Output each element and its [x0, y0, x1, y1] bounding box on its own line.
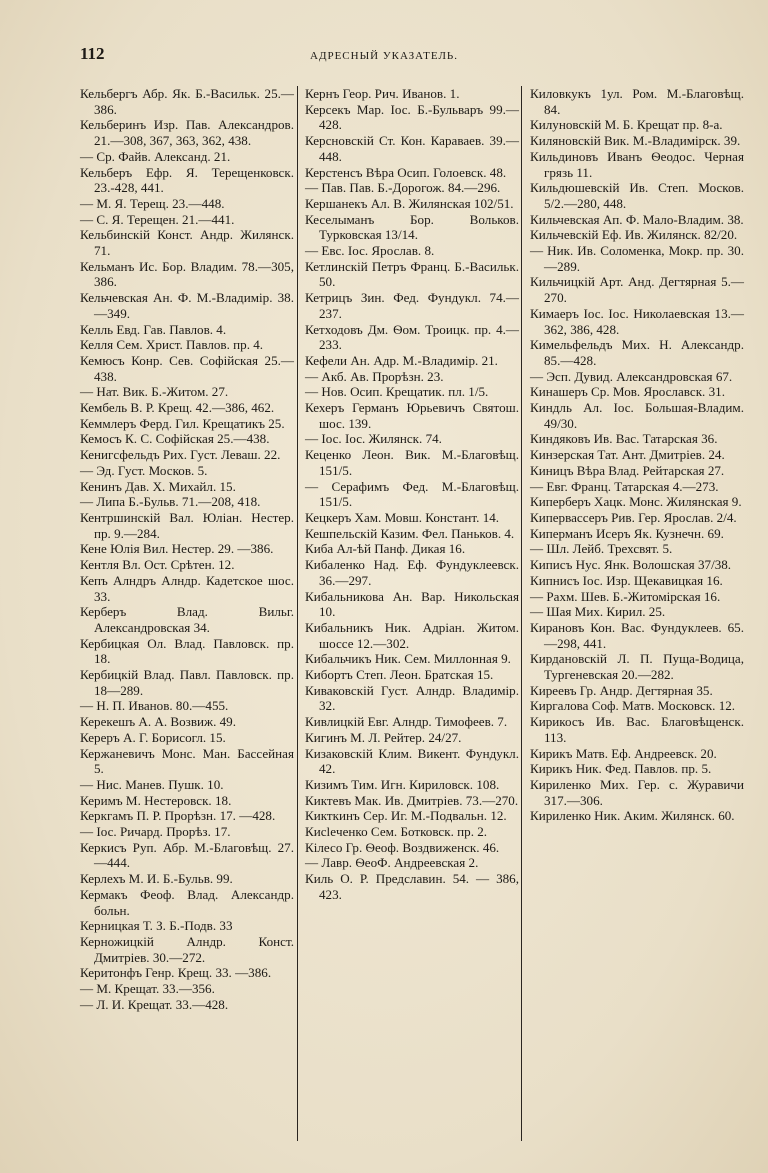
- directory-entry: Кемосъ К. С. Софійская 25.—438.: [80, 431, 270, 447]
- directory-entry: Кілесо Гр. Ѳеоф. Воздвиженск. 46.: [305, 839, 500, 855]
- directory-entry: — Лавр. ѲеоФ. Андреевская 2.: [305, 855, 479, 871]
- directory-entry: Кивлицкій Евг. Алндр. Тимофеев. 7.: [305, 714, 508, 730]
- directory-entry: Кириленко Мих. Гер. с. Журавичи 317.—306.: [530, 776, 744, 808]
- directory-entry: Кеммлеръ Ферд. Гил. Крещатикъ 25.: [80, 415, 285, 431]
- directory-entry: Кинзерская Тат. Ант. Дмитріев. 24.: [530, 447, 725, 463]
- directory-entry: Кельчевская Ан. Ф. М.-Владимір. 38.—349.: [80, 290, 294, 321]
- directory-entry: Киба Ал-ѣй Панф. Дикая 16.: [305, 541, 466, 557]
- directory-entry: Кильдюшевскій Ив. Степ. Москов. 5/2.—280, 448.: [530, 180, 744, 211]
- directory-entry: — Серафимъ Фед. М.-Благовѣщ. 151/5.: [305, 478, 519, 510]
- directory-entry: — Н. П. Иванов. 80.—455.: [80, 698, 229, 714]
- column-3: [530, 86, 744, 824]
- directory-entry: Кипнисъ Іос. Изр. Щекавицкая 16.: [530, 572, 723, 588]
- directory-entry: Кеценко Леон. Вик. М.-Благовѣщ. 151/5.: [305, 447, 519, 478]
- directory-entry: Кириленко Ник. Аким. Жилянск. 60.: [530, 808, 735, 824]
- directory-entry: Кешпельскій Казим. Фел. Паньков. 4.: [305, 525, 515, 541]
- directory-entry: Керсекъ Мар. Іос. Б.-Бульваръ 99.—428.: [305, 101, 519, 133]
- directory-entry: Керножицкій Алндр. Конст. Дмитріев. 30.—272.: [80, 933, 294, 965]
- directory-entry: — Евг. Франц. Татарская 4.—273.: [530, 478, 719, 494]
- directory-entry: Кибальникова Ан. Вар. Никольская 10.: [305, 588, 519, 620]
- directory-entry: Кипервассеръ Рив. Гер. Ярослав. 2/4.: [530, 509, 737, 525]
- directory-entry: — Нат. Вик. Б.-Житом. 27.: [80, 384, 229, 400]
- directory-entry: Керекешъ А. А. Возвиж. 49.: [80, 714, 236, 730]
- directory-entry: — Шл. Лейб. Трехсвят. 5.: [530, 541, 673, 557]
- directory-entry: Кильчевская Ап. Ф. Мало-Владим. 38.: [530, 211, 744, 227]
- directory-entry: Киль О. Р. Предславин. 54. — 386, 423.: [305, 871, 519, 902]
- directory-entry: Киляновскій Вик. М.-Владимірск. 39.: [530, 133, 741, 149]
- directory-entry: Кермакъ Феоф. Влад. Александр. больн.: [80, 886, 294, 918]
- directory-entry: Керстенсъ Вѣра Осип. Голоевск. 48.: [305, 164, 507, 180]
- directory-entry: — Шая Мих. Кирил. 25.: [530, 604, 666, 620]
- directory-entry: Кенинъ Дав. Х. Михайл. 15.: [80, 478, 236, 494]
- directory-entry: Киндль Ал. Іос. Большая-Владим. 49/30.: [530, 400, 744, 431]
- directory-entry: — Ник. Ив. Соломенка, Мокр. пр. 30.—289.: [530, 243, 744, 274]
- directory-entry: Кельманъ Ис. Бор. Владим. 78.—305, 386.: [80, 258, 294, 290]
- column-2: [305, 86, 519, 903]
- directory-entry: Кецкеръ Хам. Мовш. Констант. 14.: [305, 509, 500, 525]
- directory-entry: Кене Юлія Вил. Нестер. 29. —386.: [80, 541, 274, 557]
- directory-entry: Кирановъ Кон. Вас. Фундуклеев. 65.—298, 441.: [530, 619, 744, 651]
- directory-entry: Керимъ М. Нестеровск. 18.: [80, 792, 232, 808]
- column-rule: [297, 86, 298, 1141]
- directory-entry: Киписъ Нус. Янк. Волошская 37/38.: [530, 557, 732, 573]
- directory-entry: Киницъ Вѣра Влад. Рейтарская 27.: [530, 462, 725, 478]
- directory-entry: Кельбергъ Абр. Як. Б.-Васильк. 25.—386.: [80, 86, 294, 117]
- directory-entry: Киктевъ Мак. Ив. Дмитріев. 73.—270.: [305, 792, 519, 808]
- directory-entry: — Ср. Файв. Александ. 21.: [80, 148, 231, 164]
- directory-entry: Кенигсфельдъ Рих. Густ. Леваш. 22.: [80, 447, 281, 463]
- directory-entry: Кетлинскій Петръ Франц. Б.-Васильк. 50.: [305, 258, 519, 290]
- directory-entry: Кирикосъ Ив. Вас. Благовѣщенск. 113.: [530, 714, 744, 745]
- directory-entry: Керницкая Т. З. Б.-Подв. 33: [80, 918, 233, 934]
- directory-entry: Кельбинскій Конст. Андр. Жилянск. 71.: [80, 227, 294, 259]
- directory-entry: Киперберъ Хацк. Монс. Жилянская 9.: [530, 494, 742, 510]
- directory-entry: Керитонфъ Генр. Крещ. 33. —386.: [80, 965, 272, 981]
- directory-entry: Кирдановскій Л. П. Пуща-Водица, Тургеневская 20.—282.: [530, 651, 744, 683]
- directory-entry: — Нов. Осип. Крещатик. пл. 1/5.: [305, 384, 489, 400]
- directory-entry: Керлехъ М. И. Б.-Бульв. 99.: [80, 871, 233, 887]
- directory-entry: Кернъ Геор. Рич. Иванов. 1.: [305, 86, 460, 101]
- directory-entry: Кербицкій Влад. Павл. Павловск. пр. 18—289.: [80, 667, 294, 698]
- directory-entry: Кепъ Алндръ Алндр. Кадетское шос. 33.: [80, 572, 294, 604]
- directory-entry: — Эсп. Дувид. Александровская 67.: [530, 368, 733, 384]
- directory-entry: — С. Я. Терещен. 21.—441.: [80, 211, 235, 227]
- directory-entry: Келль Евд. Гав. Павлов. 4.: [80, 321, 227, 337]
- directory-entry: Кефели Ан. Адр. М.-Владимір. 21.: [305, 352, 498, 368]
- directory-entry: Кельберинъ Изр. Пав. Александров. 21.—308, 367, 363, 362, 438.: [80, 117, 294, 149]
- column-rule: [521, 86, 522, 1141]
- directory-entry: — Іос. Іос. Жилянск. 74.: [305, 431, 442, 447]
- directory-entry: Кибальчикъ Ник. Сем. Миллонная 9.: [305, 651, 511, 667]
- directory-entry: — Рахм. Шев. Б.-Житомірская 16.: [530, 588, 721, 604]
- directory-entry: Кирикъ Ник. Фед. Павлов. пр. 5.: [530, 761, 712, 777]
- directory-entry: Кильчевскій Еф. Ив. Жилянск. 82/20.: [530, 227, 738, 243]
- directory-entry: Кереръ А. Г. Борисогл. 15.: [80, 729, 226, 745]
- directory-entry: Кибортъ Степ. Леон. Братская 15.: [305, 667, 494, 683]
- column-1: [80, 86, 294, 1012]
- directory-entry: Кемюсъ Конр. Сев. Софійская 25.—438.: [80, 352, 294, 384]
- directory-entry: — Эд. Густ. Москов. 5.: [80, 462, 208, 478]
- directory-entry: — Акб. Ав. Прорѣзн. 23.: [305, 368, 444, 384]
- directory-entry: Кибаленко Над. Еф. Фундуклеевск. 36.—297.: [305, 557, 519, 588]
- directory-entry: — Липа Б.-Бульв. 71.—208, 418.: [80, 494, 261, 510]
- directory-entry: — М. Я. Терещ. 23.—448.: [80, 195, 225, 211]
- directory-entry: Келля Сем. Христ. Павлов. пр. 4.: [80, 337, 264, 353]
- directory-entry: Кержаневичъ Монс. Ман. Бассейная 5.: [80, 745, 294, 777]
- page-number: 112: [80, 44, 105, 63]
- directory-entry: Керкгамъ П. Р. Прорѣзн. 17. —428.: [80, 808, 276, 824]
- directory-entry: Кильдиновъ Иванъ Ѳеодос. Черная грязь 11.: [530, 148, 744, 180]
- directory-entry: — Евс. Іос. Ярослав. 8.: [305, 243, 435, 259]
- directory-entry: Кинашеръ Ср. Мов. Ярославск. 31.: [530, 384, 725, 400]
- directory-entry: Кирикъ Матв. Еф. Андреевск. 20.: [530, 745, 717, 761]
- directory-entry: Кильчицкій Арт. Анд. Дегтярная 5.—270.: [530, 274, 744, 306]
- directory-entry: — Нис. Манев. Пушк. 10.: [80, 776, 224, 792]
- directory-entry: Кельберъ Ефр. Я. Терещенковск. 23.-428, 441.: [80, 164, 294, 196]
- directory-entry: Киловкукъ 1ул. Ром. М.-Благовѣщ. 84.: [530, 86, 744, 117]
- directory-entry: Кигинъ М. Л. Рейтер. 24/27.: [305, 729, 462, 745]
- directory-entry: Кембель В. Р. Крещ. 42.—386, 462.: [80, 400, 275, 416]
- directory-entry: Кетходовъ Дм. Ѳом. Троицк. пр. 4.—233.: [305, 321, 519, 353]
- directory-entry: — Пав. Пав. Б.-Дорогож. 84.—296.: [305, 180, 501, 196]
- directory-entry: Кершанекъ Ал. В. Жилянская 102/51.: [305, 195, 514, 211]
- directory-entry: Кизимъ Тим. Игн. Кириловск. 108.: [305, 776, 500, 792]
- running-head: АДРЕСНЫЙ УКАЗАТЕЛЬ.: [310, 50, 458, 62]
- directory-entry: — Л. И. Крещат. 33.—428.: [80, 996, 229, 1012]
- directory-entry: Кехеръ Германъ Юрьевичъ Святош. шос. 139.: [305, 400, 519, 431]
- directory-entry: Килуновскій М. Б. Крещат пр. 8-а.: [530, 117, 723, 133]
- directory-entry: — М. Крещат. 33.—356.: [80, 981, 215, 997]
- directory-entry: Кибальникъ Ник. Адріан. Житом. шоссе 12.—302.: [305, 619, 519, 651]
- directory-entry: Кербицкая Ол. Влад. Павловск. пр. 18.: [80, 635, 294, 667]
- directory-entry: Керсновскій Ст. Кон. Караваев. 39.—448.: [305, 133, 519, 164]
- directory-entry: Керберъ Влад. Вильг. Александровская 34.: [80, 604, 294, 635]
- directory-entry: Киндяковъ Ив. Вас. Татарская 36.: [530, 431, 718, 447]
- directory-entry: Керкисъ Руп. Абр. М.-Благовѣщ. 27.—444.: [80, 839, 294, 871]
- directory-entry: Киперманъ Исеръ Як. Кузнечн. 69.: [530, 525, 724, 541]
- directory-entry: Кентля Вл. Ост. Срѣтен. 12.: [80, 557, 235, 573]
- directory-entry: Кеселыманъ Бор. Вольков. Турковская 13/14.: [305, 211, 519, 243]
- directory-entry: Кисleченко Сем. Ботковск. пр. 2.: [305, 824, 488, 840]
- directory-entry: Кимельфельдъ Мих. Н. Александр. 85.—428.: [530, 337, 744, 368]
- directory-entry: Киреевъ Гр. Андр. Дегтярная 35.: [530, 682, 713, 698]
- directory-entry: Кикткинъ Сер. Иг. М.-Подвальн. 12.: [305, 808, 507, 824]
- directory-entry: Кетрицъ Зин. Фед. Фундукл. 74.—237.: [305, 290, 519, 321]
- directory-entry: — Іос. Ричард. Прорѣз. 17.: [80, 824, 231, 840]
- directory-entry: Кизаковскій Клим. Викент. Фундукл. 42.: [305, 745, 519, 777]
- directory-entry: Кимаеръ Іос. Іос. Николаевская 13.—362, 386, 428.: [530, 305, 744, 337]
- directory-entry: Киргалова Соф. Матв. Московск. 12.: [530, 698, 736, 714]
- directory-entry: Киваковскій Густ. Алндр. Владимір. 32.: [305, 682, 519, 714]
- directory-entry: Кентршинскій Вал. Юліан. Нестер. пр. 9.—284.: [80, 509, 294, 541]
